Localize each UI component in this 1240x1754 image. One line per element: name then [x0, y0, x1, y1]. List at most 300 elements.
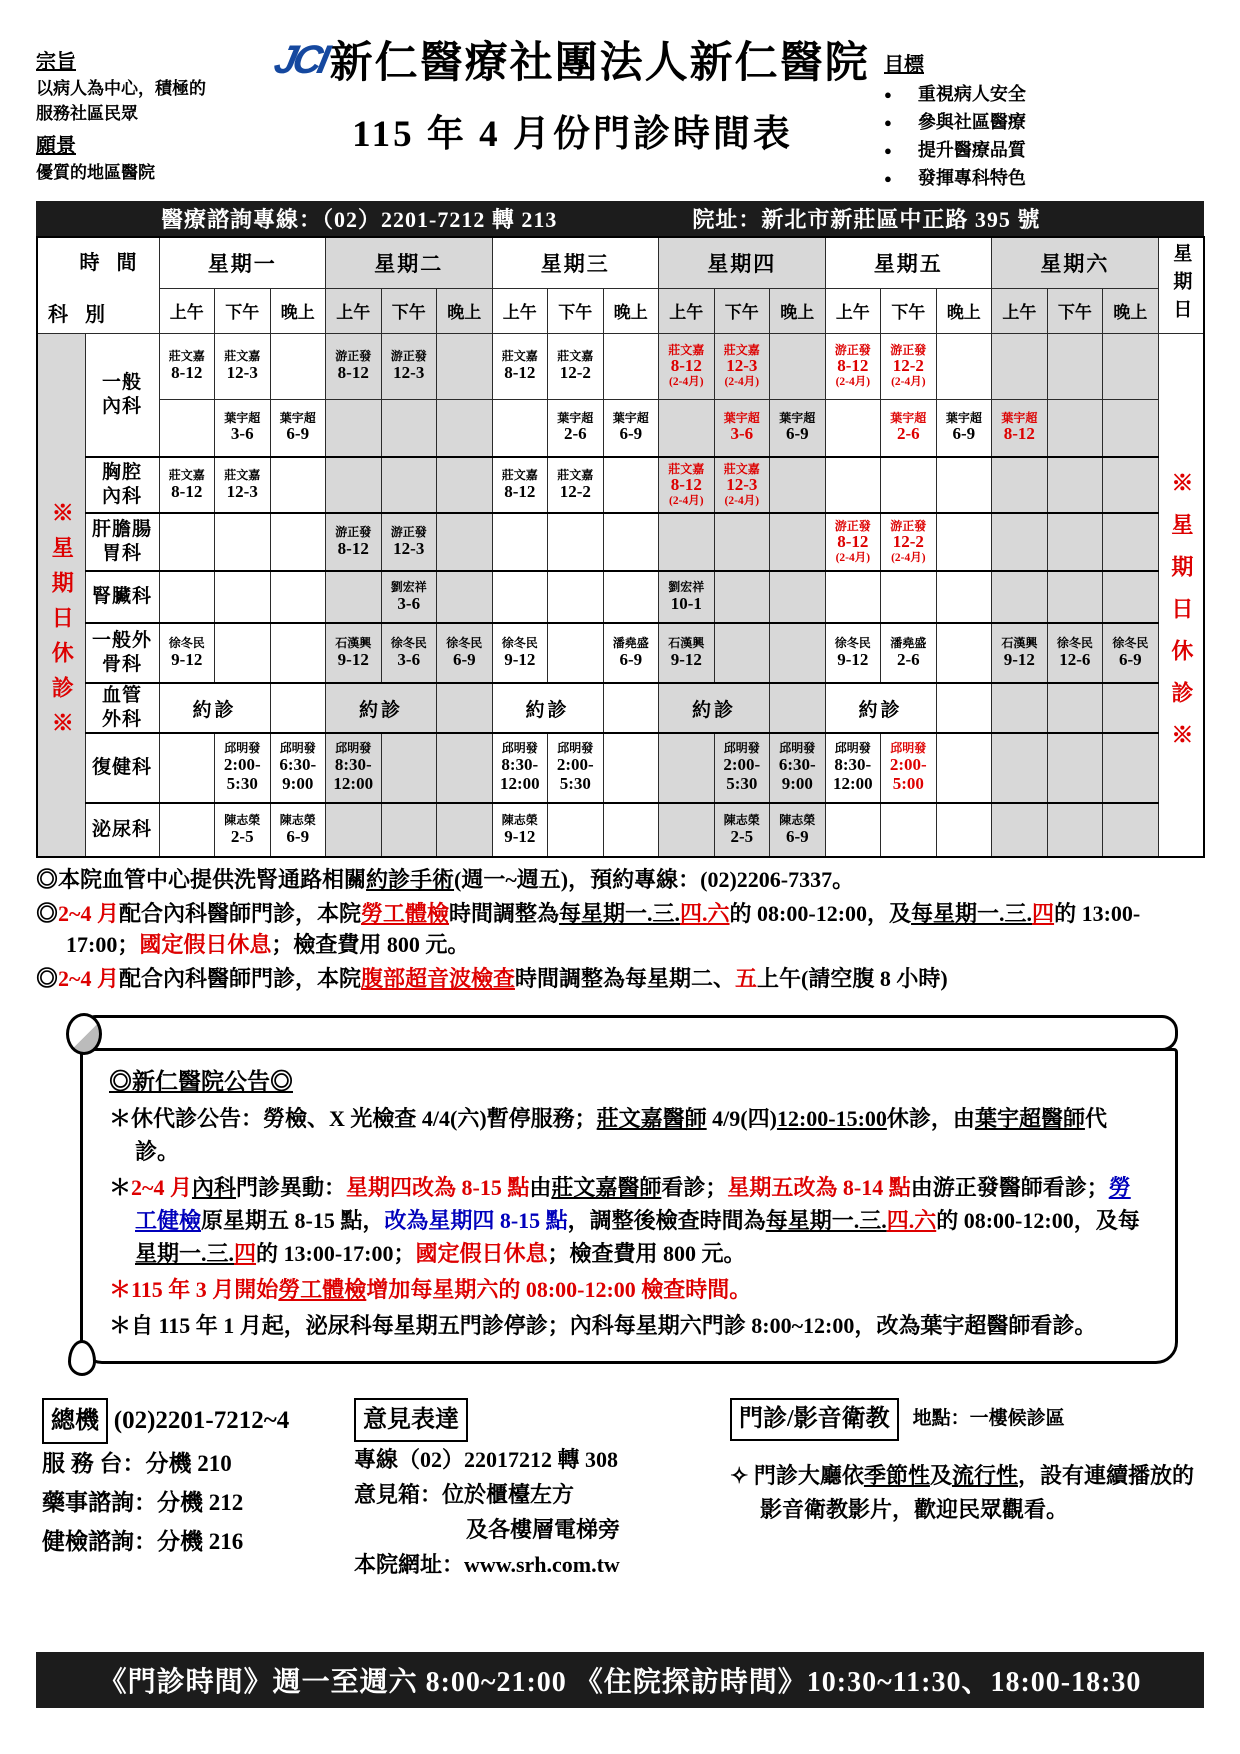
clinic-hours: 8-12 — [171, 362, 203, 382]
doctor-name: 葉宇超 — [1001, 410, 1038, 425]
empty-cell — [659, 733, 715, 803]
empty-cell — [1047, 803, 1103, 857]
text-segment: 門診異動： — [235, 1174, 346, 1200]
clinic-cell — [881, 513, 937, 571]
empty-cell — [603, 733, 659, 803]
announcement-box — [80, 1048, 1178, 1364]
goals-block — [884, 34, 1204, 193]
dept-row — [37, 803, 1204, 857]
empty-cell — [992, 571, 1048, 623]
clinic-hours: 6-9 — [286, 826, 310, 846]
clinic-hours: 8-12 — [670, 475, 702, 495]
clinic-cell — [992, 399, 1048, 457]
dept-row — [37, 623, 1204, 683]
note-line — [36, 964, 1204, 994]
text-segment: ；檢查費用 800 元。 — [547, 1240, 746, 1266]
clinic-hours: 8-12 — [1003, 424, 1035, 444]
title-block — [261, 34, 884, 157]
closed-notice-text: ※星期日休診※ — [1168, 470, 1194, 765]
clinic-hours: 8:30-12:00 — [333, 755, 374, 793]
clinic-hours: 6-9 — [619, 424, 643, 444]
text-segment: 四 — [234, 1240, 257, 1266]
bullet-icon: ● — [884, 171, 892, 187]
session-header: 上午 — [659, 288, 715, 333]
empty-cell — [437, 513, 493, 571]
session-header: 上午 — [159, 288, 215, 333]
doctor-name: 莊文嘉 — [723, 342, 760, 357]
clinic-hours: 6-9 — [785, 826, 809, 846]
empty-cell — [992, 513, 1048, 571]
clinic-hours: 6-9 — [286, 424, 310, 444]
text-segment: 勞工體檢 — [278, 1276, 367, 1302]
feedback-line: 及各樓層電梯旁 — [466, 1517, 621, 1543]
empty-cell — [881, 457, 937, 513]
text-segment: 上午(請空腹 8 小時) — [757, 966, 948, 992]
empty-cell — [936, 457, 992, 513]
clinic-cell — [215, 399, 271, 457]
clinic-hours: 6:30-9:00 — [778, 755, 816, 793]
text-segment: 內科 — [191, 1174, 236, 1200]
clinic-hours: 12-3 — [393, 362, 425, 382]
text-segment: 2~4 月 — [58, 966, 119, 992]
empty-cell — [159, 571, 215, 623]
doctor-name: 莊文嘉 — [557, 467, 594, 482]
empty-cell — [270, 333, 326, 399]
clinic-cell — [714, 733, 770, 803]
doctor-name: 游正發 — [335, 524, 372, 539]
clinic-hours: 8-12 — [504, 362, 536, 382]
doctor-name: 徐冬民 — [1112, 635, 1149, 650]
empty-cell — [1047, 333, 1103, 399]
clinic-hours: 3-6 — [397, 593, 421, 613]
doctor-name: 徐冬民 — [1056, 635, 1093, 650]
clinic-hours: 8-12 — [504, 481, 536, 501]
session-header: 下午 — [714, 288, 770, 333]
doctor-name: 莊文嘉 — [224, 467, 261, 482]
doctor-name: 葉宇超 — [612, 410, 649, 425]
text-segment: 改為星期四 8-15 點 — [384, 1207, 568, 1233]
clinic-hours: 8-12 — [337, 538, 369, 558]
doctor-name: 葉宇超 — [723, 410, 760, 425]
clinic-cell — [881, 733, 937, 803]
clinic-cell — [492, 457, 548, 513]
clinic-cell — [381, 571, 437, 623]
doctor-name: 莊文嘉 — [168, 467, 205, 482]
session-header-row — [37, 288, 1204, 333]
clinic-cell — [770, 733, 826, 803]
text-segment: ＊自 115 年 1 月起，泌尿科每星期五門診停診；內科每星期六門診 8:00~12:00，改為葉宇超醫師看診。 — [109, 1312, 1097, 1338]
clinic-hours: 8:30-12:00 — [499, 755, 540, 793]
doctor-name: 徐冬民 — [834, 635, 871, 650]
doctor-name: 邱明發 — [779, 741, 816, 756]
scroll-curl-icon — [66, 1013, 102, 1055]
switchboard-label: 總機 — [42, 1398, 108, 1445]
empty-cell — [1047, 513, 1103, 571]
clinic-hours: 8-12 — [670, 356, 702, 376]
empty-cell — [548, 623, 604, 683]
text-segment: 4/9(四) — [706, 1105, 777, 1131]
empty-cell — [437, 803, 493, 857]
education-location: 地點：一樓候診區 — [912, 1408, 1065, 1430]
clinic-note: (2-4月) — [835, 375, 871, 388]
note-line — [36, 865, 1204, 895]
clinic-hours: 3-6 — [397, 649, 421, 669]
doctor-name: 莊文嘉 — [723, 461, 760, 476]
doctor-name: 游正發 — [390, 348, 427, 363]
empty-cell — [326, 803, 382, 857]
empty-cell — [326, 399, 382, 457]
appointment-cell: 約診 — [659, 683, 770, 733]
hours-text: 《門診時間》週一至週六 8:00~21:00 《住院探訪時間》10:30~11:30、18:00-18:30 — [98, 1667, 1142, 1698]
session-header: 下午 — [381, 288, 437, 333]
empty-cell — [603, 571, 659, 623]
doctor-name: 莊文嘉 — [501, 467, 538, 482]
clinic-hours: 6-9 — [619, 649, 643, 669]
appointment-cell: 約診 — [326, 683, 437, 733]
doctor-name: 陳志榮 — [723, 812, 760, 827]
announcement-item — [109, 1102, 1149, 1168]
closed-notice-text: ※星期日休診※ — [49, 501, 75, 747]
clinic-hours: 6:30-9:00 — [279, 755, 317, 793]
clinic-cell — [381, 623, 437, 683]
doctor-name: 莊文嘉 — [557, 348, 594, 363]
empty-cell — [437, 683, 493, 733]
clinic-note: (2-4月) — [724, 494, 760, 507]
clinic-cell — [326, 513, 382, 571]
announcement-item — [109, 1309, 1149, 1342]
text-segment: 星期一.三. — [135, 1240, 235, 1266]
empty-cell — [381, 457, 437, 513]
empty-cell — [659, 803, 715, 857]
text-segment: ◎ — [36, 966, 59, 992]
switchboard-lines — [42, 1444, 354, 1561]
text-segment: 的 08:00-12:00，及 — [729, 901, 912, 927]
clinic-cell — [270, 733, 326, 803]
clinic-hours: 6-9 — [452, 649, 476, 669]
doctor-name: 徐冬民 — [390, 635, 427, 650]
sunday-header — [1158, 237, 1204, 334]
clinic-hours: 2:00-5:30 — [723, 755, 761, 793]
dept-row — [37, 683, 1204, 733]
clinic-hours: 12-3 — [226, 362, 258, 382]
announcement-scroll — [66, 1015, 1178, 1364]
text-segment: 2~4 月 — [58, 901, 119, 927]
clinic-cell — [825, 733, 881, 803]
empty-cell — [270, 457, 326, 513]
sunday-closed-right — [1158, 333, 1204, 857]
doctor-name: 陳志榮 — [279, 812, 316, 827]
clinic-cell — [548, 733, 604, 803]
sunday-closed-left — [37, 333, 85, 857]
empty-cell — [770, 683, 826, 733]
clinic-hours: 9-12 — [837, 649, 869, 669]
switchboard-line: 健檢諮詢：分機 216 — [42, 1529, 244, 1555]
doctor-name: 陳志榮 — [501, 812, 538, 827]
clinic-hours: 2-6 — [563, 424, 587, 444]
clinic-hours: 2-5 — [730, 826, 754, 846]
doctor-name: 莊文嘉 — [668, 461, 705, 476]
clinic-cell — [603, 399, 659, 457]
goal-item — [884, 109, 1204, 137]
clinic-cell — [381, 333, 437, 399]
empty-cell — [1103, 733, 1159, 803]
feedback-line: 專線（02）22017212 轉 308 — [354, 1446, 619, 1472]
empty-cell — [770, 333, 826, 399]
empty-cell — [714, 623, 770, 683]
bullet-icon: ● — [884, 87, 892, 103]
session-header: 晚上 — [1103, 288, 1159, 333]
clinic-note: (2-4月) — [669, 494, 704, 507]
doctor-name: 邱明發 — [501, 741, 538, 756]
clinic-hours: 6-9 — [785, 424, 809, 444]
empty-cell — [1103, 333, 1159, 399]
clinic-cell — [881, 399, 937, 457]
page-header — [36, 34, 1204, 193]
text-segment: 休診，由 — [886, 1105, 975, 1131]
empty-cell — [659, 513, 715, 571]
text-segment: 12:00-15:00 — [776, 1105, 887, 1131]
feedback-line: 本院網址：www.srh.com.tw — [354, 1552, 620, 1578]
dept-row — [37, 513, 1204, 571]
clinic-hours: 3-6 — [730, 424, 754, 444]
text-segment: 每星期一.三. — [559, 901, 681, 927]
session-header: 下午 — [881, 288, 937, 333]
doctor-name: 葉宇超 — [557, 410, 594, 425]
session-header: 晚上 — [437, 288, 493, 333]
clinic-cell — [714, 803, 770, 857]
text-segment: 配合內科醫師門診，本院 — [118, 966, 361, 992]
empty-cell — [548, 513, 604, 571]
empty-cell — [159, 803, 215, 857]
education-label: 門診/影音衛教 — [730, 1398, 899, 1441]
text-segment: 四.六 — [680, 901, 730, 927]
clinic-cell — [492, 733, 548, 803]
empty-cell — [825, 457, 881, 513]
session-header: 下午 — [548, 288, 604, 333]
empty-cell — [770, 623, 826, 683]
clinic-hours: 9-12 — [337, 649, 369, 669]
doctor-name: 葉宇超 — [890, 410, 927, 425]
clinic-cell — [1103, 623, 1159, 683]
text-segment: 星期五改為 8-14 點 — [727, 1174, 911, 1200]
empty-cell — [437, 457, 493, 513]
clinic-hours: 12-2 — [892, 532, 924, 552]
dept-row — [37, 333, 1204, 399]
empty-cell — [381, 733, 437, 803]
empty-cell — [1103, 683, 1159, 733]
clinic-hours: 2:00-5:30 — [223, 755, 261, 793]
doctor-name: 游正發 — [335, 348, 372, 363]
empty-cell — [492, 513, 548, 571]
clinic-cell — [492, 803, 548, 857]
hospital-title: 新仁醫療社團法人新仁醫院 — [329, 40, 870, 87]
dept-row — [37, 571, 1204, 623]
doctor-name: 游正發 — [834, 518, 871, 533]
clinic-hours: 8-12 — [837, 356, 869, 376]
clinic-hours: 8-12 — [171, 481, 203, 501]
text-segment: 葉宇超醫師 — [974, 1105, 1085, 1131]
text-segment: (週一~週五)，預約專線：(02)2206-7337。 — [454, 867, 855, 893]
switchboard-line: 服 務 台：分機 210 — [42, 1451, 232, 1477]
feedback-lines — [354, 1442, 684, 1583]
clinic-cell — [881, 333, 937, 399]
footer-section — [36, 1398, 1204, 1583]
doctor-name: 邱明發 — [224, 741, 261, 756]
goal-item — [884, 137, 1204, 165]
text-segment: 流行性 — [951, 1462, 1018, 1488]
doctor-name: 石漢興 — [668, 635, 705, 650]
doctor-name: 邱明發 — [335, 741, 372, 756]
empty-cell — [215, 623, 271, 683]
text-segment: 原星期五 8-15 點， — [201, 1207, 385, 1233]
clinic-cell — [215, 333, 271, 399]
empty-cell — [603, 513, 659, 571]
empty-cell — [326, 457, 382, 513]
announcement-title: ◎新仁醫院公告◎ — [109, 1068, 293, 1094]
clinic-hours: 12-6 — [1059, 649, 1091, 669]
doctor-name: 邱明發 — [834, 741, 871, 756]
empty-cell — [270, 623, 326, 683]
appointment-cell: 約診 — [159, 683, 270, 733]
clinic-hours: 9-12 — [171, 649, 203, 669]
text-segment: ◎本院血管中心提供洗腎通路相關 — [36, 867, 367, 893]
goal-item — [884, 165, 1204, 193]
dept-row — [37, 399, 1204, 457]
clinic-cell — [825, 513, 881, 571]
empty-cell — [714, 571, 770, 623]
doctor-name: 葉宇超 — [279, 410, 316, 425]
empty-cell — [215, 571, 271, 623]
clinic-cell — [825, 623, 881, 683]
clinic-cell — [714, 333, 770, 399]
clinic-cell — [659, 571, 715, 623]
empty-cell — [659, 399, 715, 457]
clinic-hours: 9-12 — [1003, 649, 1035, 669]
empty-cell — [548, 571, 604, 623]
clinic-hours: 12-2 — [892, 356, 924, 376]
clinic-hours: 2-6 — [896, 649, 920, 669]
text-segment: 增加每星期六的 08:00-12:00 檢查時間。 — [366, 1276, 752, 1302]
clinic-hours: 12-2 — [559, 362, 591, 382]
clinic-hours: 8:30-12:00 — [832, 755, 873, 793]
dept-row — [37, 733, 1204, 803]
text-segment: 每星期一.三. — [911, 901, 1033, 927]
text-segment: ◎ — [36, 901, 59, 927]
clinic-hours: 6-9 — [1119, 649, 1142, 669]
doctor-name: 潘堯盛 — [612, 635, 649, 650]
empty-cell — [936, 571, 992, 623]
clinic-cell — [659, 623, 715, 683]
empty-cell — [770, 457, 826, 513]
bottom-hours-bar — [36, 1652, 1204, 1708]
text-segment: 由 — [529, 1174, 552, 1200]
vision-line: 優質的地區醫院 — [36, 163, 155, 183]
clinic-cell — [881, 623, 937, 683]
empty-cell — [825, 399, 881, 457]
clinic-cell — [548, 399, 604, 457]
mission-line: 以病人為中心，積極的 — [36, 79, 206, 98]
text-segment: 國定假日休息 — [139, 931, 272, 957]
day-header-1: 星期一 — [159, 237, 326, 289]
doctor-name: 葉宇超 — [779, 410, 816, 425]
goal-text: 提升醫療品質 — [917, 139, 1026, 160]
day-header-3: 星期三 — [492, 237, 659, 289]
clinic-cell — [992, 623, 1048, 683]
empty-cell — [159, 399, 215, 457]
empty-cell — [381, 399, 437, 457]
doctor-name: 葉宇超 — [945, 410, 982, 425]
text-segment: 每星期一.三. — [765, 1207, 887, 1233]
doctor-name: 邱明發 — [557, 741, 594, 756]
appointment-cell: 約診 — [492, 683, 603, 733]
empty-cell — [492, 571, 548, 623]
clinic-cell — [437, 623, 493, 683]
empty-cell — [1103, 571, 1159, 623]
education-block — [684, 1398, 1198, 1583]
empty-cell — [1103, 457, 1159, 513]
clinic-cell — [714, 399, 770, 457]
empty-cell — [603, 803, 659, 857]
dept-name-cell: 一般 內科 — [85, 333, 159, 457]
doctor-name: 劉宏祥 — [668, 579, 705, 594]
mission-block — [36, 34, 261, 186]
session-header: 晚上 — [603, 288, 659, 333]
text-segment: 莊文嘉醫師 — [596, 1105, 707, 1131]
education-note — [730, 1459, 1198, 1527]
dept-name-cell: 血管 外科 — [85, 683, 159, 733]
empty-cell — [992, 683, 1048, 733]
text-segment: 五 — [735, 966, 758, 992]
empty-cell — [381, 803, 437, 857]
day-header-row — [37, 237, 1204, 289]
dept-row — [37, 457, 1204, 513]
clinic-note: (2-4月) — [724, 375, 760, 388]
switchboard-line: 藥事諮詢：分機 212 — [42, 1490, 244, 1516]
day-header-6: 星期六 — [992, 237, 1159, 289]
doctor-name: 劉宏祥 — [390, 579, 427, 594]
empty-cell — [215, 513, 271, 571]
doctor-name: 莊文嘉 — [668, 342, 705, 357]
goal-text: 重視病人安全 — [917, 84, 1026, 104]
empty-cell — [992, 333, 1048, 399]
text-segment: 四.六 — [886, 1207, 937, 1233]
clinic-cell — [770, 399, 826, 457]
clinic-cell — [825, 333, 881, 399]
goals-title: 目標 — [884, 54, 924, 76]
empty-cell — [603, 457, 659, 513]
empty-cell — [437, 399, 493, 457]
clinic-cell — [215, 803, 271, 857]
empty-cell — [770, 513, 826, 571]
session-header: 下午 — [215, 288, 271, 333]
dept-name-cell: 肝膽腸 胃科 — [85, 513, 159, 571]
doctor-name: 石漢興 — [335, 635, 372, 650]
clinic-cell — [326, 333, 382, 399]
text-segment: 勞工體檢 — [360, 901, 449, 927]
announcement-items — [109, 1102, 1149, 1342]
mission-line: 服務社區民眾 — [36, 103, 138, 123]
empty-cell — [770, 571, 826, 623]
empty-cell — [936, 733, 992, 803]
clinic-cell — [159, 457, 215, 513]
dept-name-cell: 泌尿科 — [85, 803, 159, 857]
feedback-label: 意見表達 — [354, 1398, 468, 1442]
clinic-cell — [326, 623, 382, 683]
corner-time-label: 時 間 — [79, 251, 143, 274]
sunday-label: 星期日 — [1170, 243, 1192, 328]
clinic-cell — [548, 457, 604, 513]
text-segment: ＊ — [109, 1174, 132, 1200]
